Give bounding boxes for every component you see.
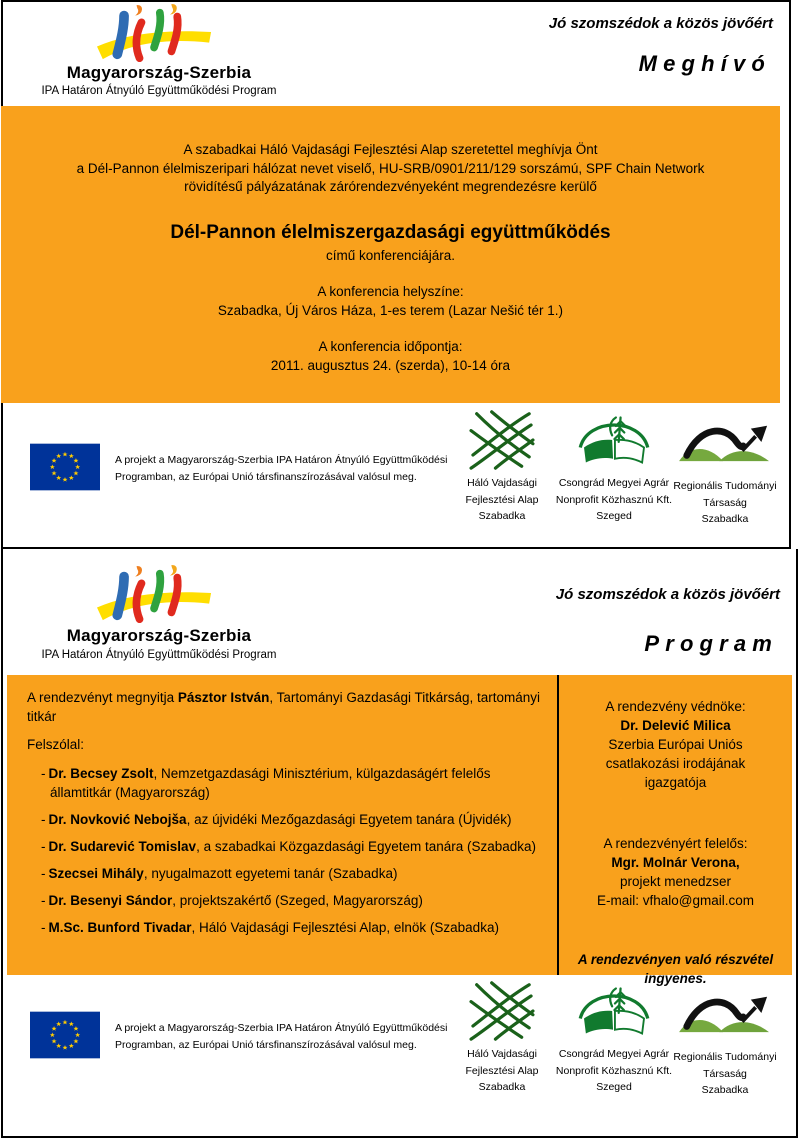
funding-statement: A projekt a Magyarország-Szerbia IPA Határon Átnyúló Együttműködési Programban, az Európai Unió társfinanszírozásával valósul meg.: [115, 1022, 448, 1051]
partner-regional: Regionális Tudományi Társaság Szabadka: [669, 410, 781, 528]
program-right-column: [559, 675, 792, 988]
hills-arrow-logo: [679, 992, 771, 1036]
date-label: A konferencia időpontja:: [318, 339, 463, 354]
partner-halo: Háló Vajdasági Fejlesztési Alap Szabadka: [447, 410, 557, 525]
opener-name: Pásztor István: [177, 690, 270, 705]
ipa-brush-strokes-logo: [91, 565, 219, 623]
partner-regional: Regionális Tudományi Társaság Szabadka: [669, 981, 781, 1099]
patron-label: A rendezvény védnöke:: [605, 699, 746, 714]
speaker-list: [27, 764, 542, 937]
speaker-item: - Dr. Novković Nebojša, az újvidéki Mezőgazdasági Egyetem tanára (Újvidék): [41, 812, 512, 827]
invitation-intro: A szabadkai Háló Vajdasági Fejlesztési Alap szeretettel meghívja Önt a Dél-Pannon élelmiszeripari hálózat nevet viselő, HU-SRB/0901/211/129 sorszámú, SPF Chain Network rövidítésű pályázatának zárórendezvényeként megrendezésre kerülő: [76, 142, 705, 194]
brand-title: Magyarország-Szerbia: [66, 626, 252, 645]
halo-net-logo: [469, 410, 535, 470]
responsible-label: A rendezvényért felelős:: [603, 836, 748, 851]
responsible-name: Mgr. Molnár Verona,: [611, 855, 740, 870]
opening-line: A rendezvényt megnyitja Pásztor István, Tartományi Gazdasági Titkárság, tartományi titkár: [27, 690, 541, 724]
venue-value: Szabadka, Új Város Háza, 1-es terem (Lazar Nešić tér 1.): [217, 302, 564, 318]
funding-statement: A projekt a Magyarország-Szerbia IPA Határon Átnyúló Együttműködési Programban, az Európai Unió társfinanszírozásával valósul meg.: [115, 454, 448, 483]
page-title-program: Program: [644, 631, 778, 656]
ipa-brush-strokes-logo: [91, 4, 219, 62]
speaker-item: - M.Sc. Bunford Tivadar, Háló Vajdasági Fejlesztési Alap, elnök (Szabadka): [41, 920, 499, 935]
speaker-item: - Dr. Becsey Zsolt, Nemzetgazdasági Minisztérium, külgazdaságért felelős államtitkár (Magyarország): [41, 766, 491, 800]
speaker-name: Dr. Novković Nebojša: [48, 812, 187, 827]
speaker-item: - Dr. Besenyi Sándor, projektszakértő (Szeged, Magyarország): [41, 893, 423, 908]
speakers-label: Felszólal:: [27, 737, 85, 752]
brand-title: Magyarország-Szerbia: [66, 63, 252, 82]
responsible-block: [578, 834, 774, 910]
eu-flag: [30, 1011, 100, 1059]
speaker-name: Dr. Sudarević Tomislav: [48, 839, 197, 854]
eu-flag: [30, 443, 100, 491]
speaker-name: Dr. Besenyi Sándor: [48, 893, 173, 908]
patron-name: Dr. Delević Milica: [620, 718, 731, 733]
brand-subtitle: IPA Határon Átnyúló Együttműködési Program: [41, 85, 277, 97]
speaker-name: Dr. Becsey Zsolt: [48, 766, 154, 781]
venue-label: A konferencia helyszíne:: [317, 284, 464, 299]
program-tagline: Jó szomszédok a közös jövőért: [555, 586, 780, 603]
program-page: [1, 549, 798, 1138]
agrar-book-wheat-logo: [570, 410, 658, 470]
halo-net-logo: [469, 981, 535, 1041]
conference-title: Dél-Pannon élelmiszergazdasági együttműködés: [170, 221, 611, 243]
invitation-body: [1, 106, 780, 403]
program-body: [7, 675, 792, 986]
invitation-page: [1, 0, 791, 549]
speaker-name: Szecsei Mihály: [48, 866, 144, 881]
brand-subtitle: IPA Határon Átnyúló Együttműködési Program: [41, 649, 277, 661]
conference-title-suffix: című konferenciájára.: [325, 247, 456, 263]
partner-agrar: Csongrád Megyei Agrár Nonprofit Közhasznú Kft. Szeged: [555, 981, 673, 1096]
speaker-item: - Szecsei Mihály, nyugalmazott egyetemi tanár (Szabadka): [41, 866, 398, 881]
partner-halo: Háló Vajdasági Fejlesztési Alap Szabadka: [447, 981, 557, 1096]
speaker-item: - Dr. Sudarević Tomislav, a szabadkai Közgazdasági Egyetem tanára (Szabadka): [41, 839, 537, 854]
free-participation-note: A rendezvényen való részvétel ingyenes.: [577, 952, 774, 986]
partner-agrar: Csongrád Megyei Agrár Nonprofit Közhasznú Kft. Szeged: [555, 410, 673, 525]
responsible-role: projekt menedzser: [619, 874, 732, 889]
patron-block: [578, 697, 774, 792]
patron-desc: Szerbia Európai Uniós csatlakozási irodájának igazgatója: [605, 737, 746, 790]
hills-arrow-logo: [679, 421, 771, 465]
program-tagline: Jó szomszédok a közös jövőért: [548, 15, 773, 32]
program-left-column: [27, 688, 542, 945]
speaker-name: M.Sc. Bunford Tivadar: [48, 920, 192, 935]
page-title-meghivo: Meghívó: [638, 51, 771, 76]
date-value: 2011. augusztus 24. (szerda), 10-14 óra: [270, 357, 511, 373]
responsible-email: E-mail: vfhalo@gmail.com: [597, 893, 754, 908]
agrar-book-wheat-logo: [570, 981, 658, 1041]
